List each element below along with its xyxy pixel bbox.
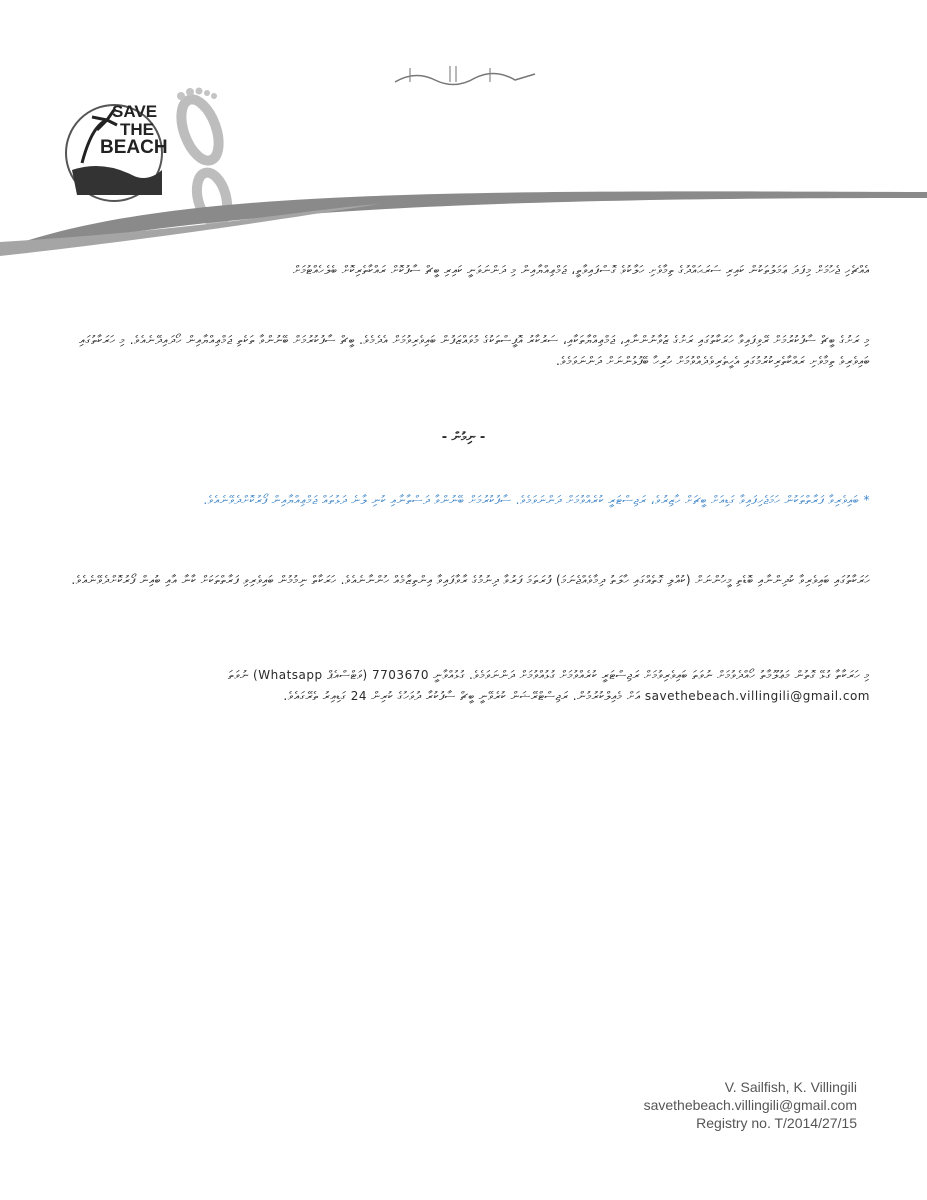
logo-text-the: THE: [120, 120, 154, 139]
bismillah-calligraphy: [390, 62, 540, 90]
paragraph-2-text: މި ރަށުގެ ބީޗް ސާފުކުރުމަށް ރޭވިފައިވާ ހަރަކާތުގައި ރަށުގެ ޒުވާނުންނާއި، ޖަމްޢިއްޔާތަކާއި، ސަރުކާރު އޮފީސްތަކުގެ މުވައްޒަފުން ބައިވެރިވުމަށް އެދެމެވެ. ބީޗް ސާފުކުރުމަށް ބޭނުންވާ ތަކެތި ޖަމްޢިއްޔާއިން ހޯދައިދޭނެއެވެ. މި ހަރަކާތުގައި ބައިވެރިވެ ތިމާވެށި ރައްކާތެރިކުރުމުގައި އެހީތެރިވެދެއްވުމަށް ހުރިހާ ބޭފުޅުންނަށް ދަންނަވަމެވެ.: [79, 333, 870, 368]
paragraph-3-text: * ބައިވެރިވާ ފަރާތްތަކުން ހަމަޖެހިފައިވާ ގަޑިއަށް ބީޗަށް ހާޒިރުވެ، ރަޖިސްޓަރީ ކުރެއްވުމަށް ދަންނަވަމެވެ. ސާފުކުރުމަށް ބޭނުންވާ ދަސްތާނާއި ކުނި ލާނެ ދަޅުތައް ޖަމްޢިއްޔާއިން ފޯރުކޮށްދެވޭނެއެވެ.: [203, 493, 870, 507]
logo-text-save: SAVE: [112, 102, 158, 121]
save-the-beach-logo: [52, 95, 177, 205]
paragraph-5-text: މި ހަރަކާތާ ގުޅޭ ގޮތުން މަޢުލޫމާތު ހޯއްދެވުމަށް ނުވަތަ ބައިވެރިވުމަށް ރަޖިސްޓަރީ ކުރެއްވުމަށް ގުޅުއްވުމަށް ދަންނަވަމެވެ. ގުޅުއްވާނީ 7703670 (ވަޓްސްއެޕް Whatsapp) ނުވަތަ savethebeach.villingili@gmail.com އަށް މެއިލްކުރުމުން. ރަޖިސްޓްރޭޝަން ކުރެވޭނީ ބީޗް ސާފުކުރާ ދުވަހުގެ ކުރިން 24 ގަޑިއިރު ތެރޭގައެވެ.: [227, 668, 870, 703]
paragraph-1: [60, 260, 870, 281]
logo-text-beach: BEACH: [100, 137, 168, 158]
footer-contact: [644, 1078, 857, 1132]
paragraph-2: [60, 330, 870, 372]
footer-address: V. Sailfish, K. Villingili: [724, 1079, 857, 1095]
paragraph-4: [60, 570, 870, 591]
footer-email[interactable]: savethebeach.villingili@gmail.com: [643, 1097, 857, 1113]
paragraph-4-text: ހަރަކާތުގައި ބައިވެރިވާ ކުދިންނާއި ބޮޑެތި މީހުންނަށް (ކުއްލި ގޮތެއްގައި ހާލަތު ދިމާވެއްޖެނަމަ) ފުރަތަމަ ފަރުވާ ދިނުމުގެ ރާވާފައިވާ އިންތިޒާމެއް ހުންނާނެއެވެ. ހަރަކާތް ނިމުމުން ބައިވެރިވި ފަރާތްތަކަށް ކާނާ އާއި ބުއިން ފޯރުކޮށްދެވޭނެއެވެ.: [71, 573, 870, 587]
paragraph-5: [60, 665, 870, 707]
paragraph-1-text: އެއްޗެހި ޖެހުމަށް މިފަދަ ޢަމަލުތަކުން ކައިރި ސަރަޙައްދުގެ ތިމާވެށި ހަލާކުވެ ގޮސްފައިވާތީ، ޖަމްޢިއްޔާއިން މި ދަންނަވަނީ ކައިރި ބީޗް ސާފުކޮށް ރައްކާތެރިކޮށް ބެލެހެއްޓުމަށް: [292, 263, 870, 277]
footer-registry: Registry no. T/2014/27/15: [696, 1115, 857, 1131]
paragraph-3-note: [60, 490, 870, 511]
closing-label: - ނިމުން -: [441, 430, 486, 445]
